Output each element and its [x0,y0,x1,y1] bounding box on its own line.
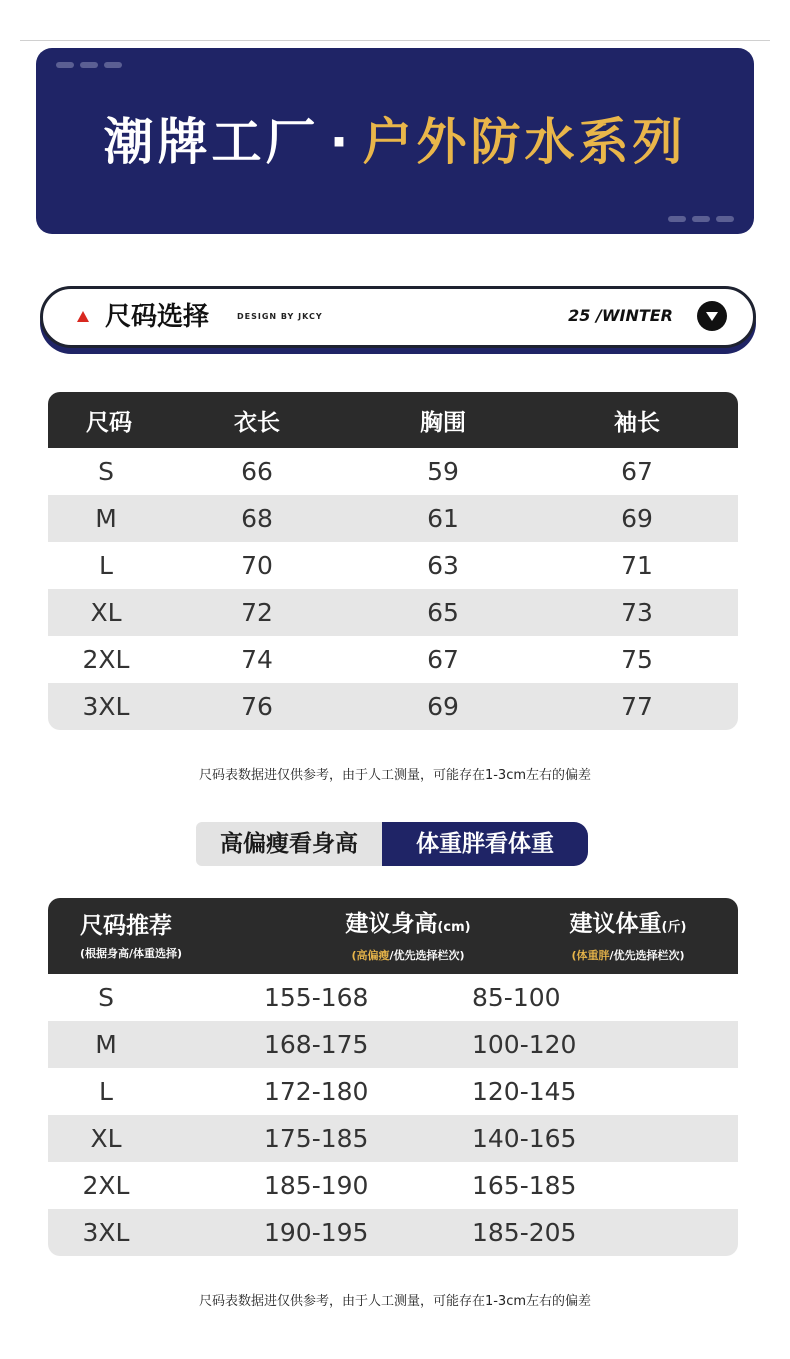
header-recommend-title: 尺码推荐 [80,913,172,939]
design-credit: DESIGN BY JKCY [237,312,323,321]
cell-size: 2XL [82,1171,130,1200]
cell-chest: 63 [427,551,459,580]
tab-by-height: 高偏瘦看身高 [196,822,382,866]
header-height-highlight: (高偏瘦 [351,949,390,962]
header-weight-unit: (斤) [661,920,687,935]
table-row [48,1209,738,1256]
banner-title [36,112,754,172]
table-row [48,974,738,1021]
cell-sleeve: 75 [621,645,653,674]
cell-height: 168-175 [264,1030,369,1059]
cell-sleeve: 73 [621,598,653,627]
header-height-sub: /优先选择栏次) [389,949,465,962]
measurement-disclaimer: 尺码表数据进仅供参考，由于人工测量，可能存在1-3cm左右的偏差 [198,768,592,783]
top-divider [20,40,770,41]
cell-size: S [98,983,114,1012]
cell-height: 172-180 [264,1077,369,1106]
table-row [48,636,738,683]
header-weight-sub: /优先选择栏次) [609,949,685,962]
table-row [48,683,738,730]
cell-height: 185-190 [264,1171,369,1200]
selection-guide-tabs [196,822,588,866]
banner-title-main: 潮牌工厂 [103,113,320,171]
cell-size: XL [90,598,122,627]
cell-length: 74 [241,645,273,674]
header-weight-highlight: (体重胖 [571,949,610,962]
header-weight [518,908,738,964]
cell-size: 3XL [82,1218,130,1247]
size-selection-title: 尺码选择 [105,302,210,332]
table-row [48,495,738,542]
header-height [298,908,518,964]
cell-weight: 165-185 [472,1171,577,1200]
header-length: 衣长 [234,409,280,436]
cell-chest: 65 [427,598,459,627]
chevron-down-icon [697,301,727,331]
cell-size: 3XL [82,692,130,721]
cell-chest: 59 [427,457,459,486]
triangle-marker-icon [77,311,89,322]
header-size: 尺码 [86,409,132,436]
cell-sleeve: 77 [621,692,653,721]
cell-height: 175-185 [264,1124,369,1153]
header-recommend-sub: (根据身高/体重选择) [80,947,183,960]
cell-chest: 61 [427,504,459,533]
table-row [48,448,738,495]
cell-chest: 67 [427,645,459,674]
season-label: 25 /WINTER [568,306,673,325]
cell-weight: 185-205 [472,1218,577,1247]
header-sleeve: 袖长 [614,409,660,436]
cell-height: 155-168 [264,983,369,1012]
cell-size: L [99,1077,113,1106]
banner-title-accent: 户外防水系列 [362,113,687,171]
cell-weight: 140-165 [472,1124,577,1153]
cell-length: 72 [241,598,273,627]
tab-by-weight: 体重胖看体重 [382,822,588,866]
cell-height: 190-195 [264,1218,369,1247]
banner-dots-top-left [56,62,122,68]
cell-sleeve: 71 [621,551,653,580]
cell-length: 70 [241,551,273,580]
cell-size: 2XL [82,645,130,674]
cell-size: M [95,504,117,533]
size-selection-header [40,286,756,348]
header-weight-title: 建议体重 [569,911,662,937]
cell-length: 68 [241,504,273,533]
cell-weight: 100-120 [472,1030,577,1059]
table-row [48,589,738,636]
banner-title-separator: · [329,113,353,171]
header-height-unit: (cm) [437,920,471,935]
cell-length: 76 [241,692,273,721]
table-row [48,1115,738,1162]
measurement-disclaimer: 尺码表数据进仅供参考，由于人工测量，可能存在1-3cm左右的偏差 [198,1294,592,1309]
cell-size: S [98,457,114,486]
table-row [48,542,738,589]
table-header [48,392,738,448]
cell-size: XL [90,1124,122,1153]
table-header [48,898,738,974]
table-row [48,1021,738,1068]
cell-length: 66 [241,457,273,486]
hero-banner [36,48,754,234]
size-measurement-table [48,392,738,730]
header-chest: 胸围 [420,409,466,436]
cell-weight: 85-100 [472,983,561,1012]
cell-sleeve: 69 [621,504,653,533]
size-recommendation-table [48,898,738,1256]
header-recommend [48,910,298,962]
cell-size: M [95,1030,117,1059]
table-row [48,1162,738,1209]
banner-dots-bottom-right [668,216,734,222]
header-height-title: 建议身高 [345,911,438,937]
cell-weight: 120-145 [472,1077,577,1106]
cell-sleeve: 67 [621,457,653,486]
cell-size: L [99,551,113,580]
cell-chest: 69 [427,692,459,721]
table-row [48,1068,738,1115]
